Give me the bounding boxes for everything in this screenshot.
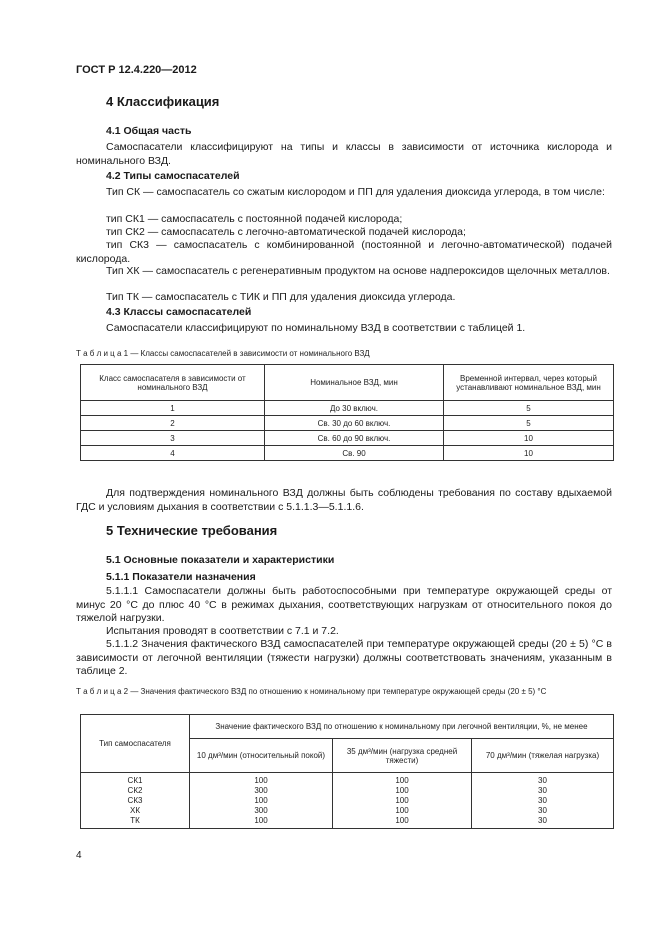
- table-cell: 100: [333, 786, 472, 796]
- table-row: [81, 446, 614, 461]
- type-sk-text: [76, 186, 612, 200]
- table-1-header-row: [81, 365, 614, 401]
- table-cell: 100: [190, 816, 333, 829]
- type-xk: [76, 265, 612, 279]
- table-cell: Св. 60 до 90 включ.: [265, 431, 444, 446]
- table-cell: До 30 включ.: [265, 401, 444, 416]
- table-cell: 5: [444, 401, 614, 416]
- table-row: [81, 816, 614, 829]
- table-cell: 100: [190, 773, 333, 787]
- table-cell: 3: [81, 431, 265, 446]
- table-cell: 100: [333, 796, 472, 806]
- table-row: [81, 786, 614, 796]
- table-cell: 10: [444, 446, 614, 461]
- table-row: [81, 401, 614, 416]
- section-4-1-title: 4.1 Общая часть: [106, 125, 192, 137]
- table-1-header-class: Класс самоспасателя в зависимости от номинального ВЗД: [81, 365, 265, 401]
- section-4-1-text-content: Самоспасатели классифицируют на типы и классы в зависимости от источника кислорода и номинального ВЗД.: [76, 141, 612, 167]
- type-tk: Тип ТК — самоспасатель с ТИК и ПП для удаления диоксида углерода.: [106, 291, 456, 303]
- table-cell: 30: [472, 773, 614, 787]
- table-cell: 100: [190, 796, 333, 806]
- type-sk-content: Тип СК — самоспасатель со сжатым кислородом и ПП для удаления диоксида углерода, в том числе:: [106, 186, 605, 198]
- table-cell: 100: [333, 773, 472, 787]
- table-row: [81, 806, 614, 816]
- table-cell: СК1: [81, 773, 190, 787]
- clause-5-1-1-1: [76, 585, 612, 626]
- page-number: 4: [76, 850, 82, 861]
- table-row: [81, 796, 614, 806]
- table-cell: 1: [81, 401, 265, 416]
- section-4-3-text: Самоспасатели классифицируют по номинальному ВЗД в соответствии с таблицей 1.: [106, 322, 526, 334]
- table-1-header-interval: Временной интервал, через который устанавливают номинальное ВЗД, мин: [444, 365, 614, 401]
- table-1-caption: Т а б л и ц а 1 — Классы самоспасателей в зависимости от номинального ВЗД: [76, 349, 370, 358]
- table-2-group-header: Значение фактического ВЗД по отношению к номинальному при легочной вентиляции, %, не менее: [190, 715, 614, 739]
- document-header: ГОСТ Р 12.4.220—2012: [76, 64, 197, 76]
- table-cell: СК3: [81, 796, 190, 806]
- table-cell: 30: [472, 796, 614, 806]
- type-sk2: тип СК2 — самоспасатель с легочно-автоматической подачей кислорода;: [106, 226, 466, 238]
- table-1-header-nominal: Номинальное ВЗД, мин: [265, 365, 444, 401]
- table-2-sub-rest: 10 дм³/мин (относительный покой): [190, 739, 333, 773]
- clause-5-1-1-2: [76, 638, 612, 679]
- table-1: [80, 364, 614, 461]
- table-2-sub-heavy: 70 дм³/мин (тяжелая нагрузка): [472, 739, 614, 773]
- table-cell: 10: [444, 431, 614, 446]
- table-cell: ТК: [81, 816, 190, 829]
- table-cell: 2: [81, 416, 265, 431]
- table-cell: ХК: [81, 806, 190, 816]
- clause-5-1-1-1-content: 5.1.1.1 Самоспасатели должны быть работоспособными при температуре окружающей среды от минус 20 °С до плюс 40 °С в режимах дыхания, соответствующих нагрузкам от относительного покоя до тяжелой нагрузки.: [76, 585, 612, 624]
- clause-5-1-1-2-content: 5.1.1.2 Значения фактического ВЗД самоспасателей при температуре окружающей среды (20 ± 5) °С в зависимости от легочной вентиляции (тяжести нагрузки) должны соответствовать значениям, указанным в таблице 2.: [76, 638, 612, 677]
- type-sk3: [76, 239, 612, 266]
- table-2-header-row: [81, 715, 614, 739]
- table-cell: 30: [472, 816, 614, 829]
- type-xk-content: Тип ХК — самоспасатель с регенеративным продуктом на основе надпероксидов щелочных металлов.: [106, 265, 610, 277]
- table-row: [81, 773, 614, 787]
- table-2-header-type: Тип самоспасателя: [81, 715, 190, 773]
- table-cell: СК2: [81, 786, 190, 796]
- after-table-1-content: Для подтверждения номинального ВЗД должны быть соблюдены требования по составу вдыхаемой ГДС и условиям дыхания в соответствии с 5.1.1.3—5.1.1.6.: [76, 487, 612, 513]
- table-cell: 30: [472, 786, 614, 796]
- tests-text: Испытания проводят в соответствии с 7.1 и 7.2.: [106, 625, 339, 637]
- table-cell: 30: [472, 806, 614, 816]
- table-cell: 300: [190, 806, 333, 816]
- type-sk3-content: тип СК3 — самоспасатель с комбинированной (постоянной и легочно-автоматической) подачей кислорода.: [76, 239, 612, 265]
- table-cell: 100: [333, 806, 472, 816]
- table-2: [80, 714, 614, 829]
- table-cell: 4: [81, 446, 265, 461]
- section-5-1-title: 5.1 Основные показатели и характеристики: [106, 554, 335, 566]
- section-5-title: 5 Технические требования: [106, 523, 278, 538]
- table-2-sub-medium: 35 дм³/мин (нагрузка средней тяжести): [333, 739, 472, 773]
- table-cell: Св. 30 до 60 включ.: [265, 416, 444, 431]
- section-4-2-title: 4.2 Типы самоспасателей: [106, 170, 240, 182]
- section-4-title: 4 Классификация: [106, 94, 220, 109]
- table-cell: Св. 90: [265, 446, 444, 461]
- section-5-1-1-title: 5.1.1 Показатели назначения: [106, 571, 256, 583]
- after-table-1-text: [76, 487, 612, 514]
- section-4-3-title: 4.3 Классы самоспасателей: [106, 306, 252, 318]
- table-2-caption: Т а б л и ц а 2 — Значения фактического ВЗД по отношению к номинальному при температуре окружающей среды (20 ± 5) °С: [76, 687, 547, 696]
- table-cell: 300: [190, 786, 333, 796]
- table-row: [81, 431, 614, 446]
- type-sk1: тип СК1 — самоспасатель с постоянной подачей кислорода;: [106, 213, 403, 225]
- table-cell: 100: [333, 816, 472, 829]
- table-cell: 5: [444, 416, 614, 431]
- table-row: [81, 416, 614, 431]
- section-4-1-text: [76, 141, 612, 168]
